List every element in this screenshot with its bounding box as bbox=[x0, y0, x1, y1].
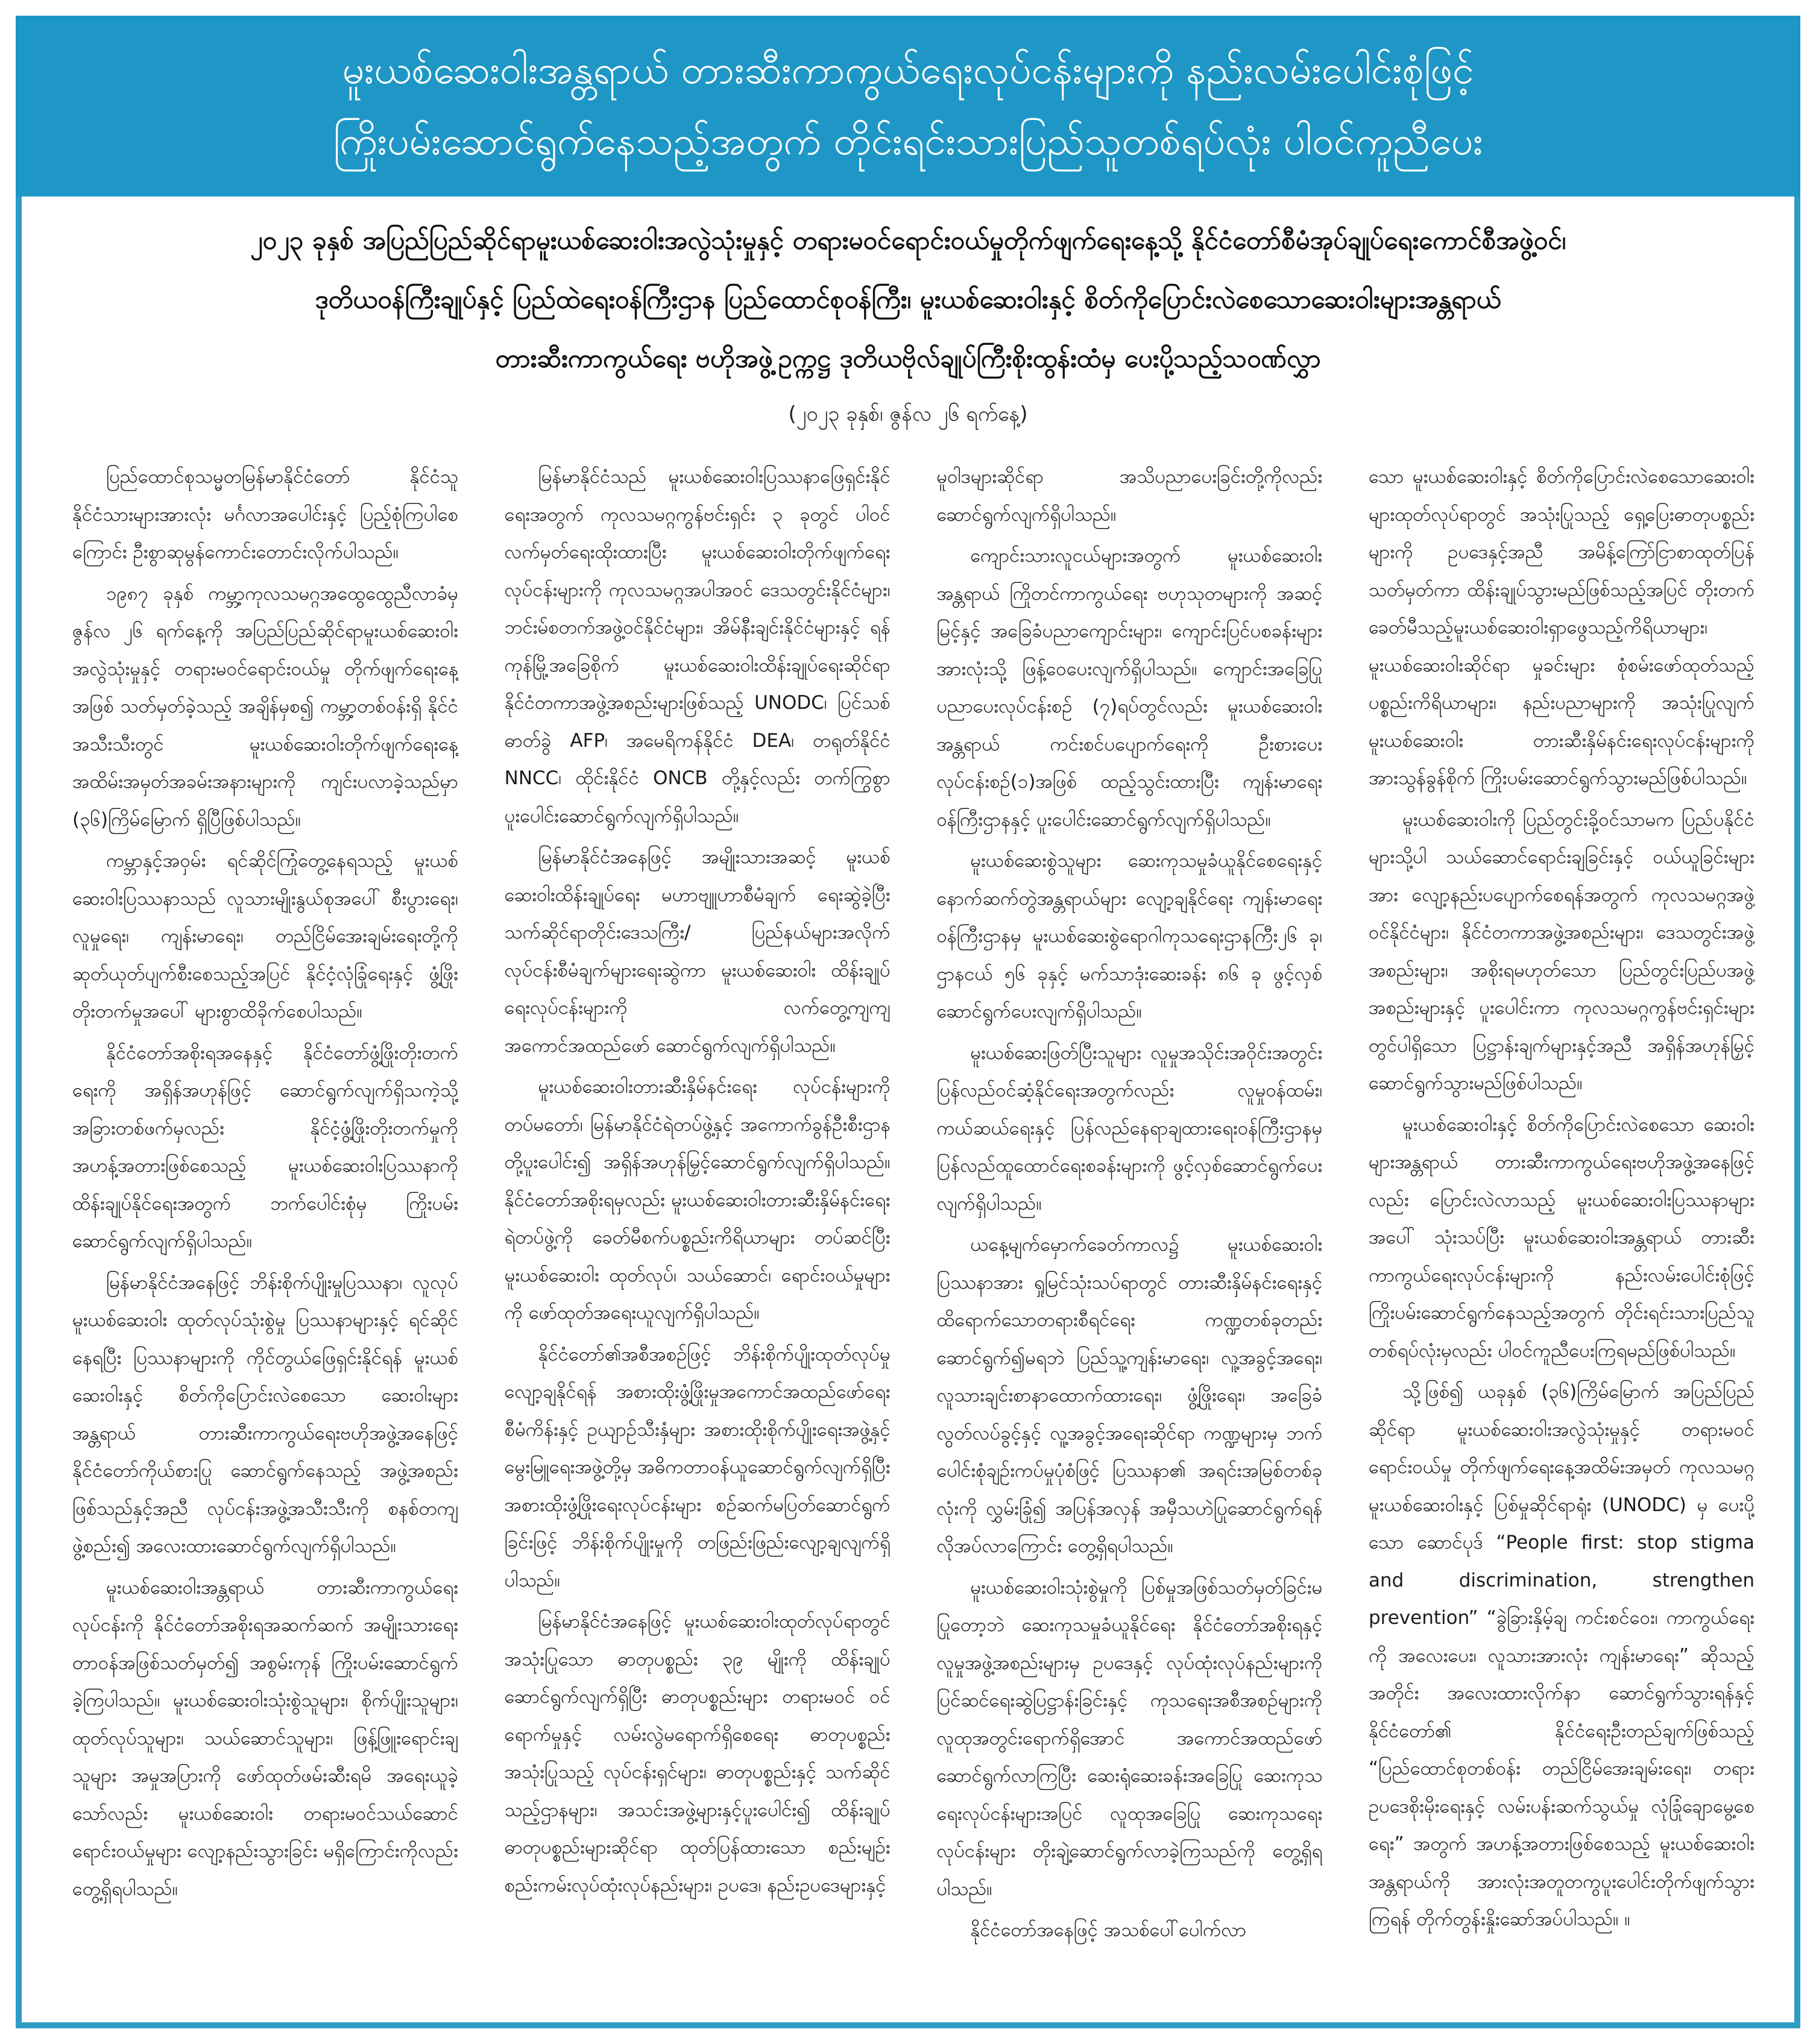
paragraph: မူးယစ်ဆေးဝါးအန္တရာယ် တားဆီးကာကွယ်ရေးလုပ်ငန်းကို နိုင်ငံတော်အစိုးရအဆက်ဆက် အမျိုးသားရေးတာဝန်အဖြစ်သတ်မှတ်၍ အစွမ်းကုန် ကြိုးပမ်းဆောင်ရွက်ခဲ့ကြပါသည်။ မူးယစ်ဆေးဝါးသုံးစွဲသူများ၊ စိုက်ပျိုးသူများ၊ ထုတ်လုပ်သူများ၊ သယ်ဆောင်သူများ၊ ဖြန့်ဖြူးရောင်းချသူများ အမှုအပြားကို ဖော်ထုတ်ဖမ်းဆီးရမိ အရေးယူခဲ့သော်လည်း မူးယစ်ဆေးဝါး တရားမဝင်သယ်ဆောင်ရောင်းဝယ်မှုများ လျော့နည်းသွားခြင်း မရှိကြောင်းကိုလည်း တွေ့ရှိရပါသည်။ bbox=[72, 1576, 458, 1900]
headline-line-2: ကြိုးပမ်းဆောင်ရွက်နေသည့်အတွက် တိုင်းရင်းသားပြည်သူတစ်ရပ်လုံး ပါဝင်ကူညီပေး bbox=[333, 119, 1483, 164]
paragraph: ကမ္ဘာနှင့်အဝှမ်း ရင်ဆိုင်ကြုံတွေ့နေရသည့် မူးယစ်ဆေးဝါးပြဿနာသည် လူသားမျိုးနွယ်စုအပေါ် စီးပွားရေး၊ လူမှုရေး၊ ကျန်းမာရေး၊ တည်ငြိမ်အေးချမ်းရေးတို့ကို ဆုတ်ယုတ်ပျက်စီးစေသည့်အပြင် နိုင်ငံ့လုံခြုံရေးနှင့် ဖွံ့ဖြိုးတိုးတက်မှုအပေါ် များစွာထိခိုက်စေပါသည်။ bbox=[72, 850, 458, 1022]
headline-line-1: မူးယစ်ဆေးဝါးအန္တရာယ် တားဆီးကာကွယ်ရေးလုပ်ငန်းများကို နည်းလမ်းပေါင်းစုံဖြင့် bbox=[342, 48, 1474, 93]
paragraph: မူးယစ်ဆေးဝါးနှင့် စိတ်ကိုပြောင်းလဲစေသော ဆေးဝါးများအန္တရာယ် တားဆီးကာကွယ်ရေးဗဟိုအဖွဲ့အနေဖြင့်လည်း ပြောင်းလဲလာသည့် မူးယစ်ဆေးဝါးပြဿနာများအပေါ် သုံးသပ်ပြီး မူးယစ်ဆေးဝါးအန္တရာယ် တားဆီးကာကွယ်ရေးလုပ်ငန်းများကို နည်းလမ်းပေါင်းစုံဖြင့် ကြိုးပမ်းဆောင်ရွက်နေသည့်အတွက် တိုင်းရင်းသားပြည်သူတစ်ရပ်လုံးမှလည်း ပါဝင်ကူညီပေးကြရမည်ဖြစ်ပါသည်။ bbox=[1368, 1113, 1755, 1362]
paragraph: မြန်မာနိုင်ငံအနေဖြင့် အမျိုးသားအဆင့် မူးယစ်ဆေးဝါးထိန်းချုပ်ရေး မဟာဗျူဟာစီမံချက် ရေးဆွဲခဲ့ပြီး သက်ဆိုင်ရာတိုင်းဒေသကြီး/ ပြည်နယ်များအလိုက် လုပ်ငန်းစီမံချက်များရေးဆွဲကာ မူးယစ်ဆေးဝါး ထိန်းချုပ်ရေးလုပ်ငန်းများကို လက်တွေ့ကျကျ အကောင်အထည်ဖော် ဆောင်ရွက်လျက်ရှိပါသည်။ bbox=[504, 846, 891, 1057]
paragraph: နိုင်ငံတော်၏အစီအစဉ်ဖြင့် ဘိန်းစိုက်ပျိုးထုတ်လုပ်မှု လျော့ချနိုင်ရန် အစားထိုးဖွံ့ဖြိုးမှုအကောင်အထည်ဖော်ရေး စီမံကိန်းနှင့် ဥယျာဉ်သီးနှံများ အစားထိုးစိုက်ပျိုးရေးအဖွဲ့နှင့် မွေးမြူရေးအဖွဲ့တို့မှ အဓိကတာဝန်ယူဆောင်ရွက်လျက်ရှိပြီး အစားထိုးဖွံ့ဖြိုးရေးလုပ်ငန်းများ စဉ်ဆက်မပြတ်ဆောင်ရွက်ခြင်းဖြင့် ဘိန်းစိုက်ပျိုးမှုကို တဖြည်းဖြည်းလျော့ချလျက်ရှိပါသည်။ bbox=[504, 1343, 891, 1591]
paragraph: နိုင်ငံတော်အစိုးရအနေနှင့် နိုင်ငံတော်ဖွံ့ဖြိုးတိုးတက်ရေးကို အရှိန်အဟုန်ဖြင့် ဆောင်ရွက်လျက်ရှိသကဲ့သို့ အခြားတစ်ဖက်မှလည်း နိုင်ငံ့ဖွံ့ဖြိုးတိုးတက်မှုကို အဟန့်အတားဖြစ်စေသည့် မူးယစ်ဆေးဝါးပြဿနာကို ထိန်းချုပ်နိုင်ရေးအတွက် ဘက်ပေါင်းစုံမှ ကြိုးပမ်းဆောင်ရွက်လျက်ရှိပါသည်။ bbox=[72, 1042, 458, 1252]
paragraph: သို့ဖြစ်၍ ယခုနှစ် (၃၆)ကြိမ်မြောက် အပြည်ပြည်ဆိုင်ရာ မူးယစ်ဆေးဝါးအလွဲသုံးမှုနှင့် တရားမဝင်ရောင်းဝယ်မှု တိုက်ဖျက်ရေးနေ့အထိမ်းအမှတ် ကုလသမဂ္ဂမူးယစ်ဆေးဝါးနှင့် ပြစ်မှုဆိုင်ရာရုံး (UNODC) မှ ပေးပို့သော ဆောင်ပုဒ် “People first: stop stigma and discrimination, strengthen prevention” “ခွဲခြားနှိမ့်ချ ကင်းစင်ဝေး၊ ကာကွယ်ရေးကို အလေးပေး၊ လူသားအားလုံး ကျန်းမာရေး” ဆိုသည့်အတိုင်း အလေးထားလိုက်နာ ဆောင်ရွက်သွားရန်နှင့် နိုင်ငံတော်၏ နိုင်ငံရေးဦးတည်ချက်ဖြစ်သည့် “ပြည်ထောင်စုတစ်ဝန်း တည်ငြိမ်အေးချမ်းရေး၊ တရားဥပဒေစိုးမိုးရေးနှင့် လမ်းပန်းဆက်သွယ်မှု လုံခြုံချောမွေ့စေရေး” အတွက် အဟန့်အတားဖြစ်စေသည့် မူးယစ်ဆေးဝါးအန္တရာယ်ကို အားလုံးအတူတကွပူးပေါင်းတိုက်ဖျက်သွားကြရန် တိုက်တွန်းနှိုးဆော်အပ်ပါသည်။ ။ bbox=[1368, 1381, 1755, 1930]
paragraph: ကျောင်းသားလူငယ်များအတွက် မူးယစ်ဆေးဝါးအန္တရာယ် ကြိုတင်ကာကွယ်ရေး ဗဟုသုတများကို အဆင့်မြင့်နှင့် အခြေခံပညာကျောင်းများ၊ ကျောင်းပြင်ပစခန်းများ အားလုံးသို့ ဖြန့်ဝေပေးလျက်ရှိပါသည်။ ကျောင်းအခြေပြုပညာပေးလုပ်ငန်းစဉ် (၇)ရပ်တွင်လည်း မူးယစ်ဆေးဝါး အန္တရာယ် ကင်းစင်ပပျောက်ရေးကို ဦးစားပေးလုပ်ငန်းစဉ်(၁)အဖြစ် ထည့်သွင်းထားပြီး ကျန်းမာရေးဝန်ကြီးဌာနနှင့် ပူးပေါင်းဆောင်ရွက်လျက်ရှိပါသည်။ bbox=[936, 545, 1323, 831]
article-body bbox=[72, 458, 1755, 1977]
paragraph: မူးယစ်ဆေးဖြတ်ပြီးသူများ လူမှုအသိုင်းအဝိုင်းအတွင်း ပြန်လည်ဝင်ဆံ့နိုင်ရေးအတွက်လည်း လူမှုဝန်ထမ်း၊ ကယ်ဆယ်ရေးနှင့် ပြန်လည်နေရာချထားရေးဝန်ကြီးဌာနမှ ပြန်လည်ထူထောင်ရေးစခန်းများကို ဖွင့်လှစ်ဆောင်ရွက်ပေးလျက်ရှိပါသည်။ bbox=[936, 1042, 1323, 1215]
column-3 bbox=[936, 458, 1322, 1977]
message-date: (၂၀၂၃ ခုနှစ်၊ ဇွန်လ ၂၆ ရက်နေ့) bbox=[788, 402, 1028, 426]
paragraph: ယနေ့မျက်မှောက်ခေတ်ကာလ၌ မူးယစ်ဆေးဝါးပြဿနာအား ရှုမြင်သုံးသပ်ရာတွင် တားဆီးနှိမ်နင်းရေးနှင့် ထိရောက်သောတရားစီရင်ရေး ကဏ္ဍတစ်ခုတည်း ဆောင်ရွက်၍မရဘဲ ပြည်သူ့ကျန်းမာရေး၊ လူ့အခွင့်အရေး၊ လူသားချင်းစာနာထောက်ထားရေး၊ ဖွံ့ဖြိုးရေး၊ အခြေခံလွတ်လပ်ခွင့်နှင့် လူ့အခွင့်အရေးဆိုင်ရာ ကဏ္ဍများမှ ဘက်ပေါင်းစုံချဉ်းကပ်မှုပုံစံဖြင့် ပြဿနာ၏ အရင်းအမြစ်တစ်ခုလုံးကို လွှမ်းခြုံ၍ အပြန်အလှန် အမှီသဟဲပြုဆောင်ရွက်ရန် လိုအပ်လာကြောင်း တွေ့ရှိရပါသည်။ bbox=[936, 1234, 1323, 1557]
column-4 bbox=[1369, 458, 1755, 1977]
intro-line-2: ဒုတိယဝန်ကြီးချုပ်နှင့် ပြည်ထဲရေးဝန်ကြီးဌာန ပြည်ထောင်စုဝန်ကြီး၊ မူးယစ်ဆေးဝါးနှင့် စိတ်ကိုပြောင်းလဲစေသောဆေးဝါးများအန္တရာယ် bbox=[315, 285, 1501, 314]
paragraph: မြန်မာနိုင်ငံသည် မူးယစ်ဆေးဝါးပြဿနာဖြေရှင်းနိုင်ရေးအတွက် ကုလသမဂ္ဂကွန်ဗင်းရှင်း ၃ ခုတွင် ပါဝင်လက်မှတ်ရေးထိုးထားပြီး မူးယစ်ဆေးဝါးတိုက်ဖျက်ရေးလုပ်ငန်းများကို ကုလသမဂ္ဂအပါအဝင် ဒေသတွင်းနိုင်ငံများ၊ ဘင်းမ်စတက်အဖွဲ့ဝင်နိုင်ငံများ၊ အိမ်နီးချင်းနိုင်ငံများနှင့် ရန်ကုန်မြို့အခြေစိုက် မူးယစ်ဆေးဝါးထိန်းချုပ်ရေးဆိုင်ရာ နိုင်ငံတကာအဖွဲ့အစည်းများဖြစ်သည့် UNODC၊ ပြင်သစ်ဓာတ်ခွဲ AFP၊ အမေရိကန်နိုင်ငံ DEA၊ တရုတ်နိုင်ငံ NNCC၊ ထိုင်းနိုင်ငံ ONCB တို့နှင့်လည်း တက်ကြွစွာ ပူးပေါင်းဆောင်ရွက်လျက်ရှိပါသည်။ bbox=[504, 466, 891, 827]
paragraph: ပြည်ထောင်စုသမ္မတမြန်မာနိုင်ငံတော် နိုင်ငံသူ နိုင်ငံသားများအားလုံး မင်္ဂလာအပေါင်းနှင့် ပြည့်စုံကြပါစေကြောင်း ဦးစွာဆုမွန်ကောင်းတောင်းလိုက်ပါသည်။ bbox=[72, 466, 458, 563]
column-1 bbox=[72, 458, 458, 1977]
paragraph: မူးယစ်ဆေးစွဲသူများ ဆေးကုသမှုခံယူနိုင်စေရေးနှင့် နောက်ဆက်တွဲအန္တရာယ်များ လျော့ချနိုင်ရေး ကျန်းမာရေးဝန်ကြီးဌာနမှ မူးယစ်ဆေးစွဲရောဂါကုသရေးဌာနကြီး၂၆ ခု၊ ဌာနငယ် ၅၆ ခုနှင့် မက်သာဒုံးဆေးခန်း ၈၆ ခု ဖွင့်လှစ်ဆောင်ရွက်ပေးလျက်ရှိပါသည်။ bbox=[936, 850, 1323, 1022]
column-2 bbox=[505, 458, 891, 1977]
paragraph: မြန်မာနိုင်ငံအနေဖြင့် ဘိန်းစိုက်ပျိုးမှုပြဿနာ၊ လူလုပ်မူးယစ်ဆေးဝါး ထုတ်လုပ်သုံးစွဲမှု ပြဿနာများနှင့် ရင်ဆိုင်နေရပြီး ပြဿနာများကို ကိုင်တွယ်ဖြေရှင်းနိုင်ရန် မူးယစ်ဆေးဝါးနှင့် စိတ်ကိုပြောင်းလဲစေသော ဆေးဝါးများအန္တရာယ် တားဆီးကာကွယ်ရေးဗဟိုအဖွဲ့အနေဖြင့် နိုင်ငံတော်ကိုယ်စားပြု ဆောင်ရွက်နေသည့် အဖွဲ့အစည်းဖြစ်သည်နှင့်အညီ လုပ်ငန်းအဖွဲ့အသီးသီးကို စနစ်တကျဖွဲ့စည်း၍ အလေးထားဆောင်ရွက်လျက်ရှိပါသည်။ bbox=[72, 1271, 458, 1557]
paragraph: မူးယစ်ဆေးဝါးတားဆီးနှိမ်နင်းရေး လုပ်ငန်းများကို တပ်မတော်၊ မြန်မာနိုင်ငံရဲတပ်ဖွဲ့နှင့် အကောက်ခွန်ဦးစီးဌာနတို့ပူးပေါင်း၍ အရှိန်အဟုန်မြှင့်ဆောင်ရွက်လျက်ရှိပါသည်။ နိုင်ငံတော်အစိုးရမှလည်း မူးယစ်ဆေးဝါးတားဆီးနှိမ်နင်းရေးရဲတပ်ဖွဲ့ကို ခေတ်မီစက်ပစ္စည်းကိရိယာများ တပ်ဆင်ပြီး မူးယစ်ဆေးဝါး ထုတ်လုပ်၊ သယ်ဆောင်၊ ရောင်းဝယ်မှုများကို ဖော်ထုတ်အရေးယူလျက်ရှိပါသည်။ bbox=[504, 1076, 891, 1324]
paragraph: မူးယစ်ဆေးဝါးသုံးစွဲမှုကို ပြစ်မှုအဖြစ်သတ်မှတ်ခြင်းမပြုတော့ဘဲ ဆေးကုသမှုခံယူနိုင်ရေး နိုင်ငံတော်အစိုးရနှင့် လူမှုအဖွဲ့အစည်းများမှ ဥပဒေနှင့် လုပ်ထုံးလုပ်နည်းများကို ပြင်ဆင်ရေးဆွဲပြဋ္ဌာန်းခြင်းနှင့် ကုသရေးအစီအစဉ်များကို လူထုအတွင်းရောက်ရှိအောင် အကောင်အထည်ဖော် ဆောင်ရွက်လာကြပြီး ဆေးရုံဆေးခန်းအခြေပြု ဆေးကုသရေးလုပ်ငန်းများအပြင် လူထုအခြေပြု ဆေးကုသရေးလုပ်ငန်းများ တိုးချဲ့ဆောင်ရွက်လာခဲ့ကြသည်ကို တွေ့ရှိရပါသည်။ bbox=[936, 1576, 1323, 1900]
intro-line-1: ၂၀၂၃ ခုနှစ် အပြည်ပြည်ဆိုင်ရာမူးယစ်ဆေးဝါးအလွဲသုံးမှုနှင့် တရားမဝင်ရောင်းဝယ်မှုတိုက်ဖျက်ရေးနေ့သို့ နိုင်ငံတော်စီမံအုပ်ချုပ်ရေးကောင်စီအဖွဲ့ဝင်၊ bbox=[250, 225, 1566, 255]
paragraph: မူဝါဒများဆိုင်ရာ အသိပညာပေးခြင်းတို့ကိုလည်း ဆောင်ရွက်လျက်ရှိပါသည်။ bbox=[936, 466, 1323, 526]
paragraph: သော မူးယစ်ဆေးဝါးနှင့် စိတ်ကိုပြောင်းလဲစေသောဆေးဝါးများထုတ်လုပ်ရာတွင် အသုံးပြုသည့် ရှေ့ပြေးဓာတုပစ္စည်းများကို ဥပဒေနှင့်အညီ အမိန့်ကြော်ငြာစာထုတ်ပြန်သတ်မှတ်ကာ ထိန်းချုပ်သွားမည်ဖြစ်သည့်အပြင် တိုးတက်ခေတ်မီသည့်မူးယစ်ဆေးဝါးရှာဖွေသည့်ကိရိယာများ၊ မူးယစ်ဆေးဝါးဆိုင်ရာ မှုခင်းများ စုံစမ်းဖော်ထုတ်သည့် ပစ္စည်းကိရိယာများ၊ နည်းပညာများကို အသုံးပြုလျက် မူးယစ်ဆေးဝါး တားဆီးနှိမ်နင်းရေးလုပ်ငန်းများကို အားသွန်ခွန်စိုက် ကြိုးပမ်းဆောင်ရွက်သွားမည်ဖြစ်ပါသည်။ bbox=[1368, 466, 1755, 789]
headline-banner bbox=[16, 16, 1800, 197]
paragraph: ၁၉၈၇ ခုနှစ် ကမ္ဘာ့ကုလသမဂ္ဂအထွေထွေညီလာခံမှ ဇွန်လ ၂၆ ရက်နေ့ကို အပြည်ပြည်ဆိုင်ရာမူးယစ်ဆေးဝါးအလွဲသုံးမှုနှင့် တရားမဝင်ရောင်းဝယ်မှု တိုက်ဖျက်ရေးနေ့ အဖြစ် သတ်မှတ်ခဲ့သည့် အချိန်မှစ၍ ကမ္ဘာ့တစ်ဝန်းရှိ နိုင်ငံအသီးသီးတွင် မူးယစ်ဆေးဝါးတိုက်ဖျက်ရေးနေ့ အထိမ်းအမှတ်အခမ်းအနားများကို ကျင်းပလာခဲ့သည်မှာ (၃၆)ကြိမ်မြောက် ရှိပြီဖြစ်ပါသည်။ bbox=[72, 582, 458, 831]
paragraph: မူးယစ်ဆေးဝါးကို ပြည်တွင်းခို့ဝင်သာမက ပြည်ပနိုင်ငံများသို့ပါ သယ်ဆောင်ရောင်းချခြင်းနှင့် ဝယ်ယူခြင်းများအား လျော့နည်းပပျောက်စေရန်အတွက် ကုလသမဂ္ဂအဖွဲ့ဝင်နိုင်ငံများ၊ နိုင်ငံတကာအဖွဲ့အစည်းများ၊ ဒေသတွင်းအဖွဲ့အစည်းများ၊ အစိုးရမဟုတ်သော ပြည်တွင်းပြည်ပအဖွဲ့အစည်းများနှင့် ပူးပေါင်းကာ ကုလသမဂ္ဂကွန်ဗင်းရှင်းများတွင်ပါရှိသော ပြဋ္ဌာန်းချက်များနှင့်အညီ အရှိန်အဟုန်မြှင့် ဆောင်ရွက်သွားမည်ဖြစ်ပါသည်။ bbox=[1368, 808, 1755, 1094]
intro-line-3: တားဆီးကာကွယ်ရေး ဗဟိုအဖွဲ့ဥက္ကဋ္ဌ ဒုတိယဗိုလ်ချုပ်ကြီးစိုးထွန်းထံမှ ပေးပို့သည့်သဝဏ်လွှာ bbox=[495, 344, 1321, 373]
paragraph: မြန်မာနိုင်ငံအနေဖြင့် မူးယစ်ဆေးဝါးထုတ်လုပ်ရာတွင် အသုံးပြုသော ဓာတုပစ္စည်း ၃၉ မျိုးကို ထိန်းချုပ်ဆောင်ရွက်လျက်ရှိပြီး ဓာတုပစ္စည်းများ တရားမဝင် ဝင်ရောက်မှုနှင့် လမ်းလွဲမရောက်ရှိစေရေး ဓာတုပစ္စည်းအသုံးပြုသည့် လုပ်ငန်းရှင်များ၊ ဓာတုပစ္စည်းနှင့် သက်ဆိုင်သည့်ဌာနများ၊ အသင်းအဖွဲ့များနှင့်ပူးပေါင်း၍ ထိန်းချုပ်ဓာတုပစ္စည်းများဆိုင်ရာ ထုတ်ပြန်ထားသော စည်းမျဉ်းစည်းကမ်းလုပ်ထုံးလုပ်နည်းများ၊ ဥပဒေ၊ နည်းဥပဒေများနှင့် bbox=[504, 1611, 891, 1896]
paragraph: နိုင်ငံတော်အနေဖြင့် အသစ်ပေါ်ပေါက်လာ bbox=[970, 1919, 1247, 1941]
message-intro bbox=[72, 211, 1744, 440]
